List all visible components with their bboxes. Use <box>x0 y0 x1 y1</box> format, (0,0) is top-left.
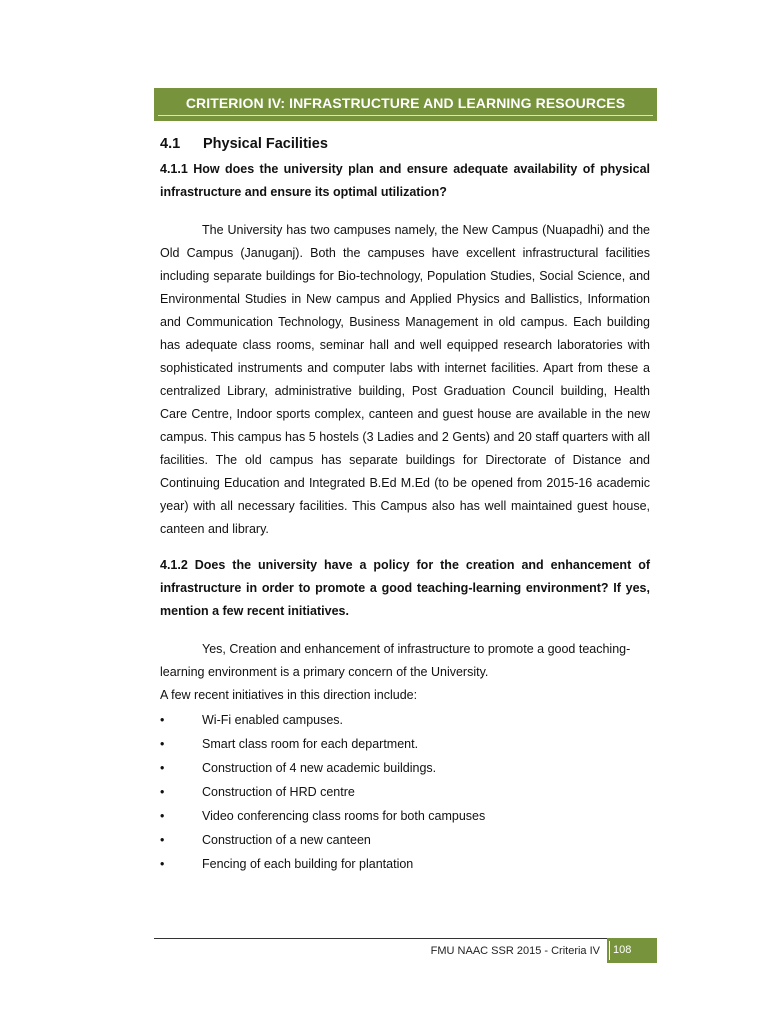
bullet-icon: • <box>160 785 165 799</box>
bullet-icon: • <box>160 857 165 871</box>
answer-4-1-1: The University has two campuses namely, the New Campus (Nuapadhi) and the Old Campus (Januganj). Both the campuses have excellent infrastructural facilities including separate buildings for Bio-technology, Population Studies, Social Science, and Environmental Studies in New campus and Applied Physics and Ballistics, Information and Communication Technology, Business Management in old campus. Each building has adequate class rooms, seminar hall and well equipped research laboratories with sophisticated instruments and computer labs with internet facilities. Apart from these a centralized Library, administrative building, Post Graduation Council building, Health Care Centre, Indoor sports complex, canteen and guest house are available in the new campus. This campus has 5 hostels (3 Ladies and 2 Gents) and 20 staff quarters with all facilities. The old campus has separate buildings for Directorate of Distance and Continuing Education and Integrated B.Ed M.Ed (to be opened from 2015-16 academic year) with all necessary facilities. This Campus also has well maintained guest house, canteen and library. <box>160 223 650 536</box>
list-item-text: Smart class room for each department. <box>202 737 419 751</box>
page-number-box <box>607 938 657 963</box>
page-number-divider <box>609 941 610 960</box>
banner-underline <box>158 115 653 116</box>
section-heading <box>160 136 328 152</box>
bullet-icon: • <box>160 737 165 751</box>
list-item <box>160 828 650 852</box>
list-item-text: Construction of 4 new academic buildings. <box>202 761 437 775</box>
list-item <box>160 708 650 732</box>
criterion-title: CRITERION IV: INFRASTRUCTURE AND LEARNING RESOURCES <box>185 95 626 111</box>
initiatives-intro: A few recent initiatives in this direction include: <box>160 688 418 702</box>
bullet-icon: • <box>160 761 165 775</box>
criterion-banner <box>154 88 657 121</box>
answer-4-1-2: Yes, Creation and enhancement of infrastructure to promote a good teaching-learning environment is a primary concern of the University. <box>160 642 631 679</box>
list-item-text: Video conferencing class rooms for both campuses <box>202 809 486 823</box>
footer-rule <box>154 938 607 939</box>
initiatives-list <box>160 708 650 876</box>
footer-label: FMU NAAC SSR 2015 - Criteria IV <box>430 945 600 957</box>
list-item-text: Wi-Fi enabled campuses. <box>202 713 344 727</box>
bullet-icon: • <box>160 833 165 847</box>
question-4-1-1: 4.1.1 How does the university plan and ensure adequate availability of physical infrastructure and ensure its optimal utilization? <box>160 162 650 199</box>
list-item-text: Fencing of each building for plantation <box>202 857 414 871</box>
bullet-icon: • <box>160 809 165 823</box>
list-item <box>160 732 650 756</box>
page-number: 108 <box>613 944 632 956</box>
list-item-text: Construction of a new canteen <box>202 833 371 847</box>
section-title: Physical Facilities <box>203 136 328 152</box>
question-4-1-2: 4.1.2 Does the university have a policy for the creation and enhancement of infrastructure in order to promote a good teaching-learning environment? If yes, mention a few recent initiatives. <box>160 558 650 618</box>
list-item <box>160 780 650 804</box>
bullet-icon: • <box>160 713 165 727</box>
list-item-text: Construction of HRD centre <box>202 785 355 799</box>
list-item <box>160 756 650 780</box>
list-item <box>160 804 650 828</box>
section-number: 4.1 <box>160 136 181 152</box>
list-item <box>160 852 650 876</box>
